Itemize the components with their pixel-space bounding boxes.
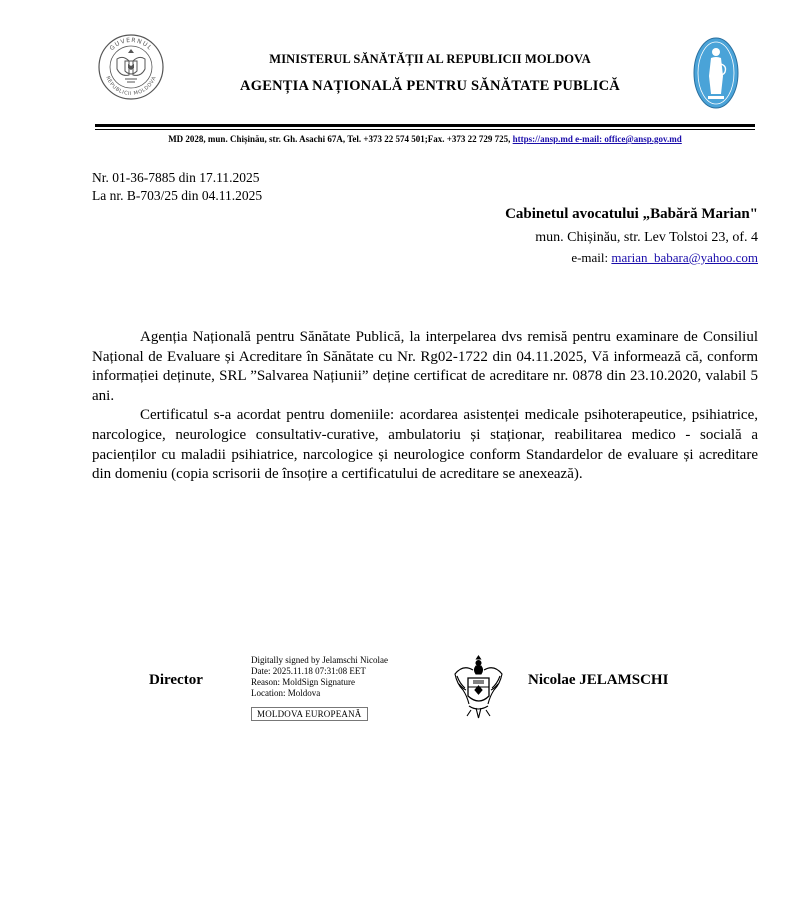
agency-title: AGENȚIA NAȚIONALĂ PENTRU SĂNĂTATE PUBLICĂ: [240, 78, 620, 94]
signature-location: Location: Moldova: [251, 688, 321, 698]
recipient-email-link[interactable]: marian_babara@yahoo.com: [611, 250, 758, 265]
director-name: Nicolae JELAMSCHI: [528, 672, 669, 688]
body-paragraph-2: Certificatul s-a acordat pentru domeniile: acordarea asistenței medicale psihoterapeutice, psihiatrice, narcologice, neurologice consultativ-curative, ambulatoriu și staționar, reabilitarea medico - socială a pacienților cu maladii psihiatrice, narcologice și neurologice conform Standardelor de evaluare și acreditare din domeniu (copia scrisorii de însoțire a certificatului de acreditare se anexează).: [92, 407, 758, 483]
director-label: Director: [149, 672, 203, 688]
recipient-email-line: [571, 250, 758, 266]
signed-by: Digitally signed by Jelamschi Nicolae: [251, 655, 388, 665]
signature-date: Date: 2025.11.18 07:31:08 EET: [251, 666, 366, 676]
header-rule-thick: [95, 124, 755, 127]
recipient-address: mun. Chișinău, str. Lev Tolstoi 23, of. 4: [535, 230, 758, 245]
recipient-name: Cabinetul avocatului „Babără Marian": [505, 206, 758, 222]
address-link[interactable]: https://ansp.md e-mail: office@ansp.gov.md: [512, 134, 682, 144]
header-address: [95, 134, 755, 144]
hygieia-logo-icon: [692, 36, 740, 110]
seal-text-top: GUVERNUL: [108, 36, 154, 53]
moldova-coat-of-arms-icon: [451, 652, 506, 724]
signature-reason: Reason: MoldSign Signature: [251, 677, 355, 687]
signature-badge: MOLDOVA EUROPEANĂ: [251, 707, 368, 721]
seal-text-bottom: REPUBLICII MOLDOVA: [104, 75, 158, 98]
reference-number: Nr. 01-36-7885 din 17.11.2025: [92, 170, 260, 185]
digital-signature-info: [251, 655, 388, 699]
government-seal-icon: [97, 33, 165, 101]
email-label: e-mail:: [571, 250, 612, 265]
header-rule-thin: [95, 129, 755, 130]
ministry-title: MINISTERUL SĂNĂTĂȚII AL REPUBLICII MOLDOVA: [269, 52, 591, 66]
address-text: MD 2028, mun. Chișinău, str. Gh. Asachi 67A, Tel. +373 22 574 501;Fax. +373 22 729 725,: [168, 134, 513, 144]
letter-body: [92, 328, 758, 485]
body-paragraph-1: Agenția Națională pentru Sănătate Publică, la interpelarea dvs remisă pentru examinare de Consiliul Național de Evaluare și Acreditare în Sănătate cu Nr. Rg02-1722 din 04.11.2025, Vă informează că, conform informației deținute, SRL ”Salvarea Națiunii” deține certificat de acreditare nr. 0878 din 23.10.2020, valabil 5 ani.: [92, 329, 758, 404]
reference-incoming: La nr. B-703/25 din 04.11.2025: [92, 188, 263, 203]
